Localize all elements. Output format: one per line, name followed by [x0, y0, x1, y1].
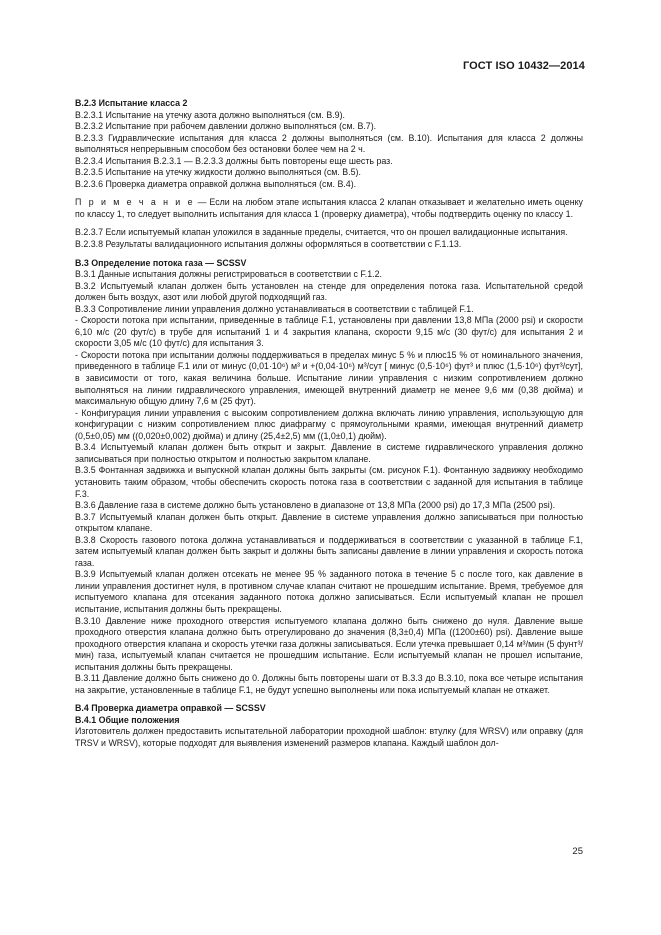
section-heading: B.4 Проверка диаметра оправкой — SCSSV — [75, 703, 266, 714]
paragraph: B.3.5 Фонтанная задвижка и выпускной клапан должны быть закрыты (см. рисунок F.1). Фонтанную задвижку необходимо установить таким образом, чтобы обеспечить скорость потока газа в соответствии с заданной для испытания в таблице F.3. — [75, 465, 583, 499]
paragraph: B.3.2 Испытуемый клапан должен быть установлен на стенде для определения потока газа. Испытательной средой должен быть воздух, азот или любой другой подходящий газ. — [75, 280, 583, 303]
paragraph: B.2.3.8 Результаты валидационного испытания должны оформляться в соответствии с F.1.13. — [75, 239, 462, 250]
paragraph: B.3.1 Данные испытания должны регистрироваться в соответствии с F.1.2. — [75, 269, 382, 280]
document-body — [75, 91, 583, 750]
page-number: 25 — [572, 846, 583, 857]
paragraph: B.3.8 Скорость газового потока должна устанавливаться и поддерживаться в соответствии с указанной в таблице F.1, затем испытуемый клапан должен быть закрыт и должны быть записаны давление в линии управления и скорость потока газа. — [75, 534, 583, 568]
paragraph: B.3.4 Испытуемый клапан должен быть открыт и закрыт. Давление в системе гидравлического управления должно записываться при полностью открытом и полностью закрытом клапане. — [75, 442, 583, 464]
standard-header: ГОСТ ISO 10432—2014 — [462, 60, 585, 72]
paragraph: Изготовитель должен предоставить испытательной лаборатории проходной шаблон: втулку (для WRSV) или оправку (для TRSV и WRSV), которые подходят для выявления изменений размеров клапана. Каждый шаблон дол- — [75, 726, 583, 748]
paragraph: B.3.3 Сопротивление линии управления должно устанавливаться в соответствии с таблицей F.1. — [75, 303, 474, 314]
paragraph: B.2.3.3 Гидравлические испытания для класса 2 должны выполняться (см. B.10). Испытания для класса 2 должны выполняться непрерывным способом без остановки более чем на 2 ч. — [75, 132, 583, 155]
paragraph: B.3.6 Давление газа в системе должно быть установлено в диапазоне от 13,8 МПа (2000 psi) до 17,3 МПа (2500 psi). — [75, 500, 556, 511]
note-paragraph — [75, 197, 583, 220]
paragraph: B.2.3.5 Испытание на утечку жидкости должно выполняться (см. B.5). — [75, 167, 361, 178]
note-text: — Если на любом этапе испытания класса 2 клапан отказывает и желательно иметь оценку по классу 1, то следует выполнить испытания для класса 1 (проверку диаметра), чтобы подтвердить оценку по классу 1. — [75, 197, 583, 219]
section-heading: B.2.3 Испытание класса 2 — [75, 98, 188, 108]
paragraph: B.2.3.6 Проверка диаметра оправкой должна выполняться (см. B.4). — [75, 178, 357, 189]
paragraph: - Скорости потока при испытании, приведенные в таблице F.1, установлены при давлении 13,8 МПа (2000 psi) и скорости 6,10 м/с (20 фут/с) в трубе для испытаний 1 и 4 закрытия клапана, скорости 9,15 м/с (30 фут/с) для испытания 2 и скорости 3,05 м/с (10 фут/с) для испытания 3. — [75, 315, 583, 349]
section-heading: B.3 Определение потока газа — SCSSV — [75, 257, 247, 268]
paragraph: - Конфигурация линии управления с высоким сопротивлением должна включать линию управления, использующую для конфигурации с низким сопротивлением плюс диафрагму с прямоугольными краями, имеющая внутренний диаметр (0,5±0,05) мм ((0,020±0,002) дюйма) и длину (25,4±2,5) мм ((1,0±0,1) дюйм). — [75, 407, 583, 441]
paragraph: B.3.11 Давление должно быть снижено до 0. Должны быть повторены шаги от B.3.3 до B.3.10, пока все четыре испытания на закрытие, установленные в таблице F.1, не будут успешно выполнены или пока испытуемый клапан не откажет. — [75, 673, 583, 695]
paragraph: B.3.9 Испытуемый клапан должен отсекать не менее 95 % заданного потока в течение 5 с после того, как давление в линии управления достигнет нуля, в противном случае клапан считают не прошедшим испытание. Время, требуемое для испытуемого клапана для отсекания заданного потока должно записываться. Если испытуемый клапан не прошел испытание, испытания должны быть прекращены. — [75, 569, 583, 614]
paragraph: B.2.3.4 Испытания B.2.3.1 — B.2.3.3 должны быть повторены еще шесть раз. — [75, 155, 393, 166]
paragraph: B.3.10 Давление ниже проходного отверстия испытуемого клапана должно быть снижено до нуля. Давление выше проходного отверстия клапана должно быть отрегулировано до значения (8,3±0,4) МПа ((1200±60) psi). Давление выше проходного отверстия клапана и скорость утечки газа должны записываться. Если утечка превышает 0,14 м³/мин (5 фунт³/мин) газа, испытуемый клапан считается не прошедшим испытание. Если испытуемый клапан не прошел испытание, испытания должны быть прекращены. — [75, 615, 583, 672]
paragraph: B.3.7 Испытуемый клапан должен быть открыт. Давление в системе управления должно записываться при полностью открытом клапане. — [75, 511, 583, 534]
section-heading: B.4.1 Общие положения — [75, 714, 180, 725]
paragraph: B.2.3.2 Испытание при рабочем давлении должно выполняться (см. B.7). — [75, 121, 377, 132]
paragraph: B.2.3.7 Если испытуемый клапан уложился в заданные пределы, считается, что он прошел валидационные испытания. — [75, 227, 568, 238]
note-label: П р и м е ч а н и е — [75, 197, 195, 208]
paragraph: - Скорости потока при испытании должны поддерживаться в пределах минус 5 % и плюс15 % от номинального значения, приведенного в таблице F.1 или от минус (0,01·10⁶) м³ и +(0,04·10⁶) м³/сут [ минус (0,5·10⁶) фут³ и плюс (1,5·10⁶) фут³/сут], в зависимости от того, какая величина больше. Испытание линии управления с низким сопротивлением должно выполняться на линии гидравлического управления, имеющей внутренний диаметр не менее 9,6 мм (0,38 дюйма) и максимальную общую длину 7,6 м (25 фут). — [75, 349, 583, 407]
paragraph: B.2.3.1 Испытание на утечку азота должно выполняться (см. B.9). — [75, 109, 345, 120]
